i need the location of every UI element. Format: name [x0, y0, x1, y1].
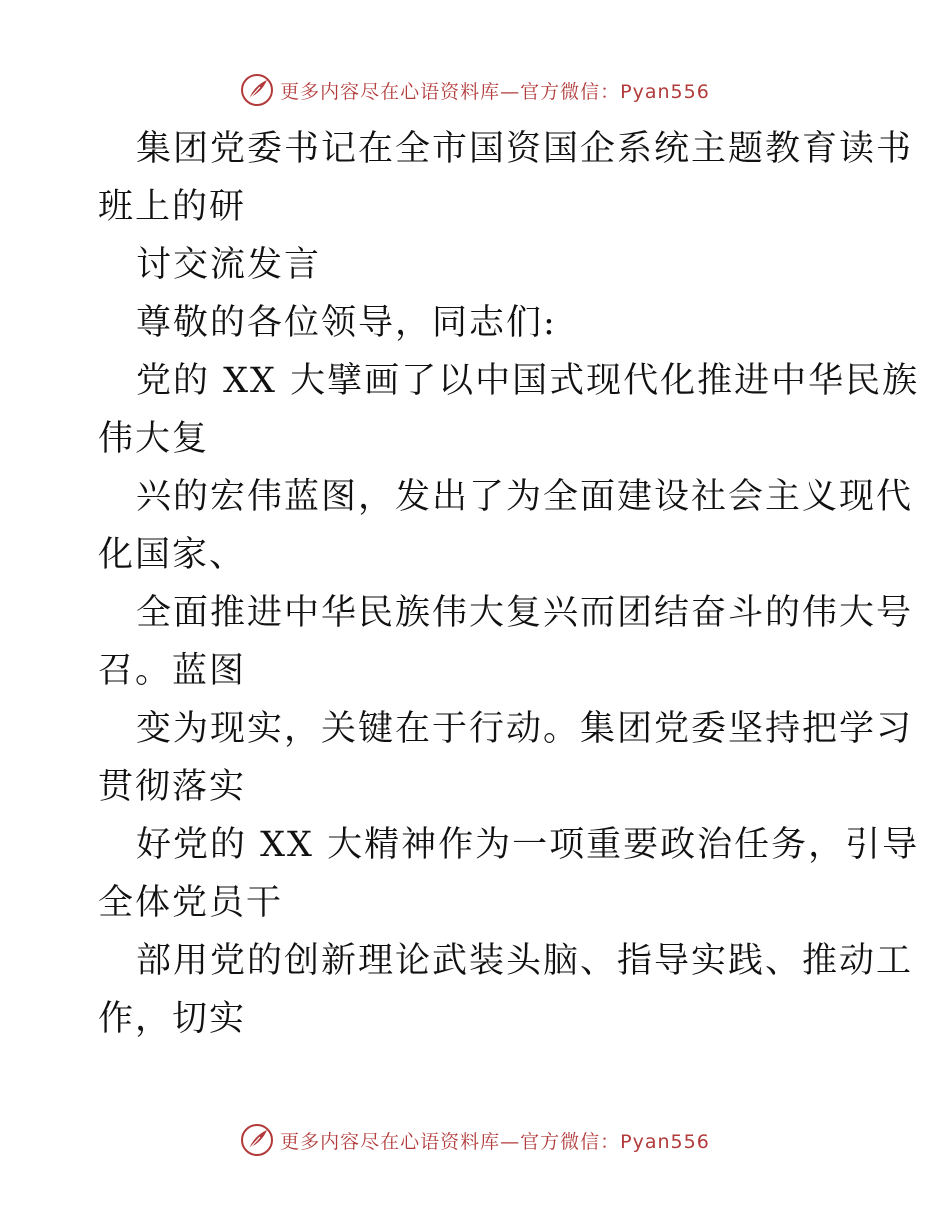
- wechat-id: Pyan556: [620, 80, 710, 103]
- paragraph-line: 党的 XX 大擘画了以中国式现代化推进中华民族: [136, 361, 920, 401]
- paragraph-line: 变为现实，关键在于行动。集团党委坚持把学习: [136, 709, 914, 749]
- title-line-1: 集团党委书记在全市国资国企系统主题教育读书: [136, 129, 914, 169]
- title-line-2: 班上的研: [98, 187, 247, 227]
- banner-text: 更多内容尽在心语资料库—官方微信：: [280, 80, 621, 103]
- salutation: 尊敬的各位领导，同志们:: [136, 303, 557, 343]
- wechat-id: Pyan556: [620, 1130, 710, 1153]
- paragraph-line: 作，切实: [98, 999, 247, 1039]
- paragraph-line: 贯彻落实: [98, 767, 247, 807]
- paragraph-line: 召。蓝图: [98, 651, 247, 691]
- paragraph-line: 伟大复: [98, 419, 210, 459]
- title-line-3: 讨交流发言: [136, 245, 322, 285]
- footer-watermark-banner: [0, 1120, 950, 1160]
- header-watermark-banner: [0, 70, 950, 110]
- paragraph-line: 部用党的创新理论武装头脑、指导实践、推动工: [136, 941, 914, 981]
- feather-pen-icon: [240, 73, 274, 107]
- paragraph-line: 全面推进中华民族伟大复兴而团结奋斗的伟大号: [136, 593, 914, 633]
- banner-text: 更多内容尽在心语资料库—官方微信：: [280, 1130, 621, 1153]
- paragraph-line: 好党的 XX 大精神作为一项重要政治任务，引导: [136, 825, 920, 865]
- feather-pen-icon: [240, 1123, 274, 1157]
- paragraph-line: 全体党员干: [98, 883, 284, 923]
- paragraph-line: 化国家、: [98, 535, 247, 575]
- document-body: [98, 120, 920, 1048]
- paragraph-line: 兴的宏伟蓝图，发出了为全面建设社会主义现代: [136, 477, 914, 517]
